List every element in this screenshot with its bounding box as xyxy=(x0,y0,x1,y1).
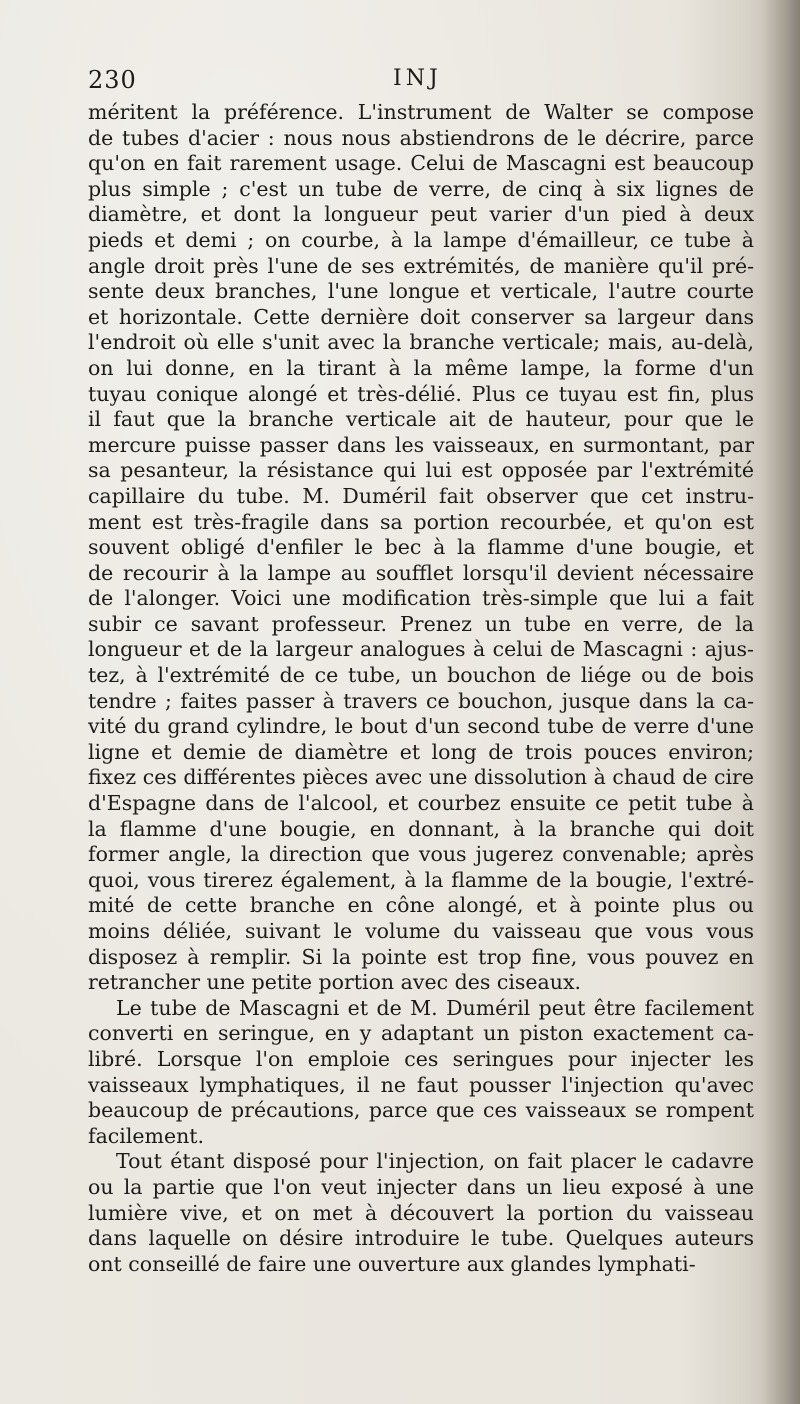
text-line: la flamme d'une bougie, en donnant, à la branche qui doit xyxy=(88,816,754,841)
text-line: souvent obligé d'enfiler le bec à la flamme d'une bougie, et xyxy=(88,535,754,560)
text-line: converti en seringue, en y adaptant un piston exactement ca- xyxy=(88,1021,754,1046)
text-line: ou la partie que l'on veut injecter dans un lieu exposé à une xyxy=(88,1174,754,1199)
page-edge-shadow xyxy=(762,0,800,1404)
paragraph xyxy=(88,1149,754,1277)
text-line: ligne et demie de diamètre et long de trois pouces environ; xyxy=(88,739,754,764)
text-line: subir ce savant professeur. Prenez un tube en verre, de la xyxy=(88,611,754,636)
text-line: mercure puisse passer dans les vaisseaux, en surmontant, par xyxy=(88,432,754,457)
text-line: fixez ces différentes pièces avec une dissolution à chaud de cire xyxy=(88,765,754,790)
text-line: mité de cette branche en cône alongé, et à pointe plus ou xyxy=(88,893,754,918)
text-line: disposez à remplir. Si la pointe est trop fine, vous pouvez en xyxy=(88,944,754,969)
text-line: ment est très-fragile dans sa portion recourbée, et qu'on est xyxy=(88,509,754,534)
text-line: vaisseaux lymphatiques, il ne faut pousser l'injection qu'avec xyxy=(88,1072,754,1097)
text-line: ont conseillé de faire une ouverture aux glandes lymphati- xyxy=(88,1251,696,1276)
running-head xyxy=(88,66,754,96)
text-line: de recourir à la lampe au soufflet lorsqu'il devient nécessaire xyxy=(88,560,754,585)
text-line: longueur et de la largeur analogues à celui de Mascagni : ajus- xyxy=(88,637,754,662)
text-line: sa pesanteur, la résistance qui lui est opposée par l'extrémité xyxy=(88,458,754,483)
text-line: facilement. xyxy=(88,1123,205,1148)
text-line: libré. Lorsque l'on emploie ces seringues pour injecter les xyxy=(88,1046,754,1071)
text-line: de l'alonger. Voici une modification très-simple que lui a fait xyxy=(88,586,754,611)
text-line: il faut que la branche verticale ait de hauteur, pour que le xyxy=(88,407,754,432)
text-line: de tubes d'acier : nous nous abstiendrons de le décrire, parce xyxy=(88,125,754,150)
text-line: méritent la préférence. L'instrument de Walter se compose xyxy=(88,100,754,124)
text-line: vité du grand cylindre, le bout d'un second tube de verre d'une xyxy=(88,714,754,739)
running-title: INJ xyxy=(393,66,442,91)
text-line: moins déliée, suivant le volume du vaisseau que vous vous xyxy=(88,919,754,943)
text-line: beaucoup de précautions, parce que ces vaisseaux se rompent xyxy=(88,1098,754,1123)
text-line: quoi, vous tirerez également, à la flamme de la bougie, l'extré- xyxy=(88,867,754,892)
text-line: Tout étant disposé pour l'injection, on fait placer le cadavre xyxy=(116,1149,754,1174)
page-number: 230 xyxy=(88,66,137,94)
text-line: qu'on en fait rarement usage. Celui de Mascagni est beaucoup xyxy=(88,151,754,176)
text-line: retrancher une petite portion avec des ciseaux. xyxy=(88,970,582,995)
text-line: Le tube de Mascagni et de M. Duméril peut être facilement xyxy=(116,995,754,1020)
text-line: pieds et demi ; on courbe, à la lampe d'émailleur, ce tube à xyxy=(88,227,754,252)
text-line: diamètre, et dont la longueur peut varier d'un pied à deux xyxy=(88,202,754,227)
text-line: capillaire du tube. M. Duméril fait observer que cet instru- xyxy=(88,483,754,508)
text-line: lumière vive, et on met à découvert la portion du vaisseau xyxy=(88,1200,754,1225)
text-line: et horizontale. Cette dernière doit conserver sa largeur dans xyxy=(88,304,754,329)
text-line: on lui donne, en la tirant à la même lampe, la forme d'un xyxy=(88,355,754,380)
text-line: former angle, la direction que vous jugerez convenable; après xyxy=(88,842,754,867)
text-line: tendre ; faites passer à travers ce bouchon, jusque dans la ca- xyxy=(88,688,754,713)
text-line: plus simple ; c'est un tube de verre, de cinq à six lignes de xyxy=(88,176,754,201)
text-line: angle droit près l'une de ses extrémités, de manière qu'il pré- xyxy=(88,253,754,278)
text-line: tez, à l'extrémité de ce tube, un bouchon de liége ou de bois xyxy=(88,663,754,688)
text-line: d'Espagne dans de l'alcool, et courbez ensuite ce petit tube à xyxy=(88,791,754,816)
paragraph xyxy=(88,100,754,996)
text-line: dans laquelle on désire introduire le tube. Quelques auteurs xyxy=(88,1226,754,1251)
text-line: tuyau conique alongé et très-délié. Plus ce tuyau est fin, plus xyxy=(88,381,754,406)
text-line: sente deux branches, l'une longue et verticale, l'autre courte xyxy=(88,279,754,304)
body-text xyxy=(88,100,754,1277)
paragraph xyxy=(88,996,754,1150)
text-line: l'endroit où elle s'unit avec la branche verticale; mais, au-delà, xyxy=(88,330,754,355)
